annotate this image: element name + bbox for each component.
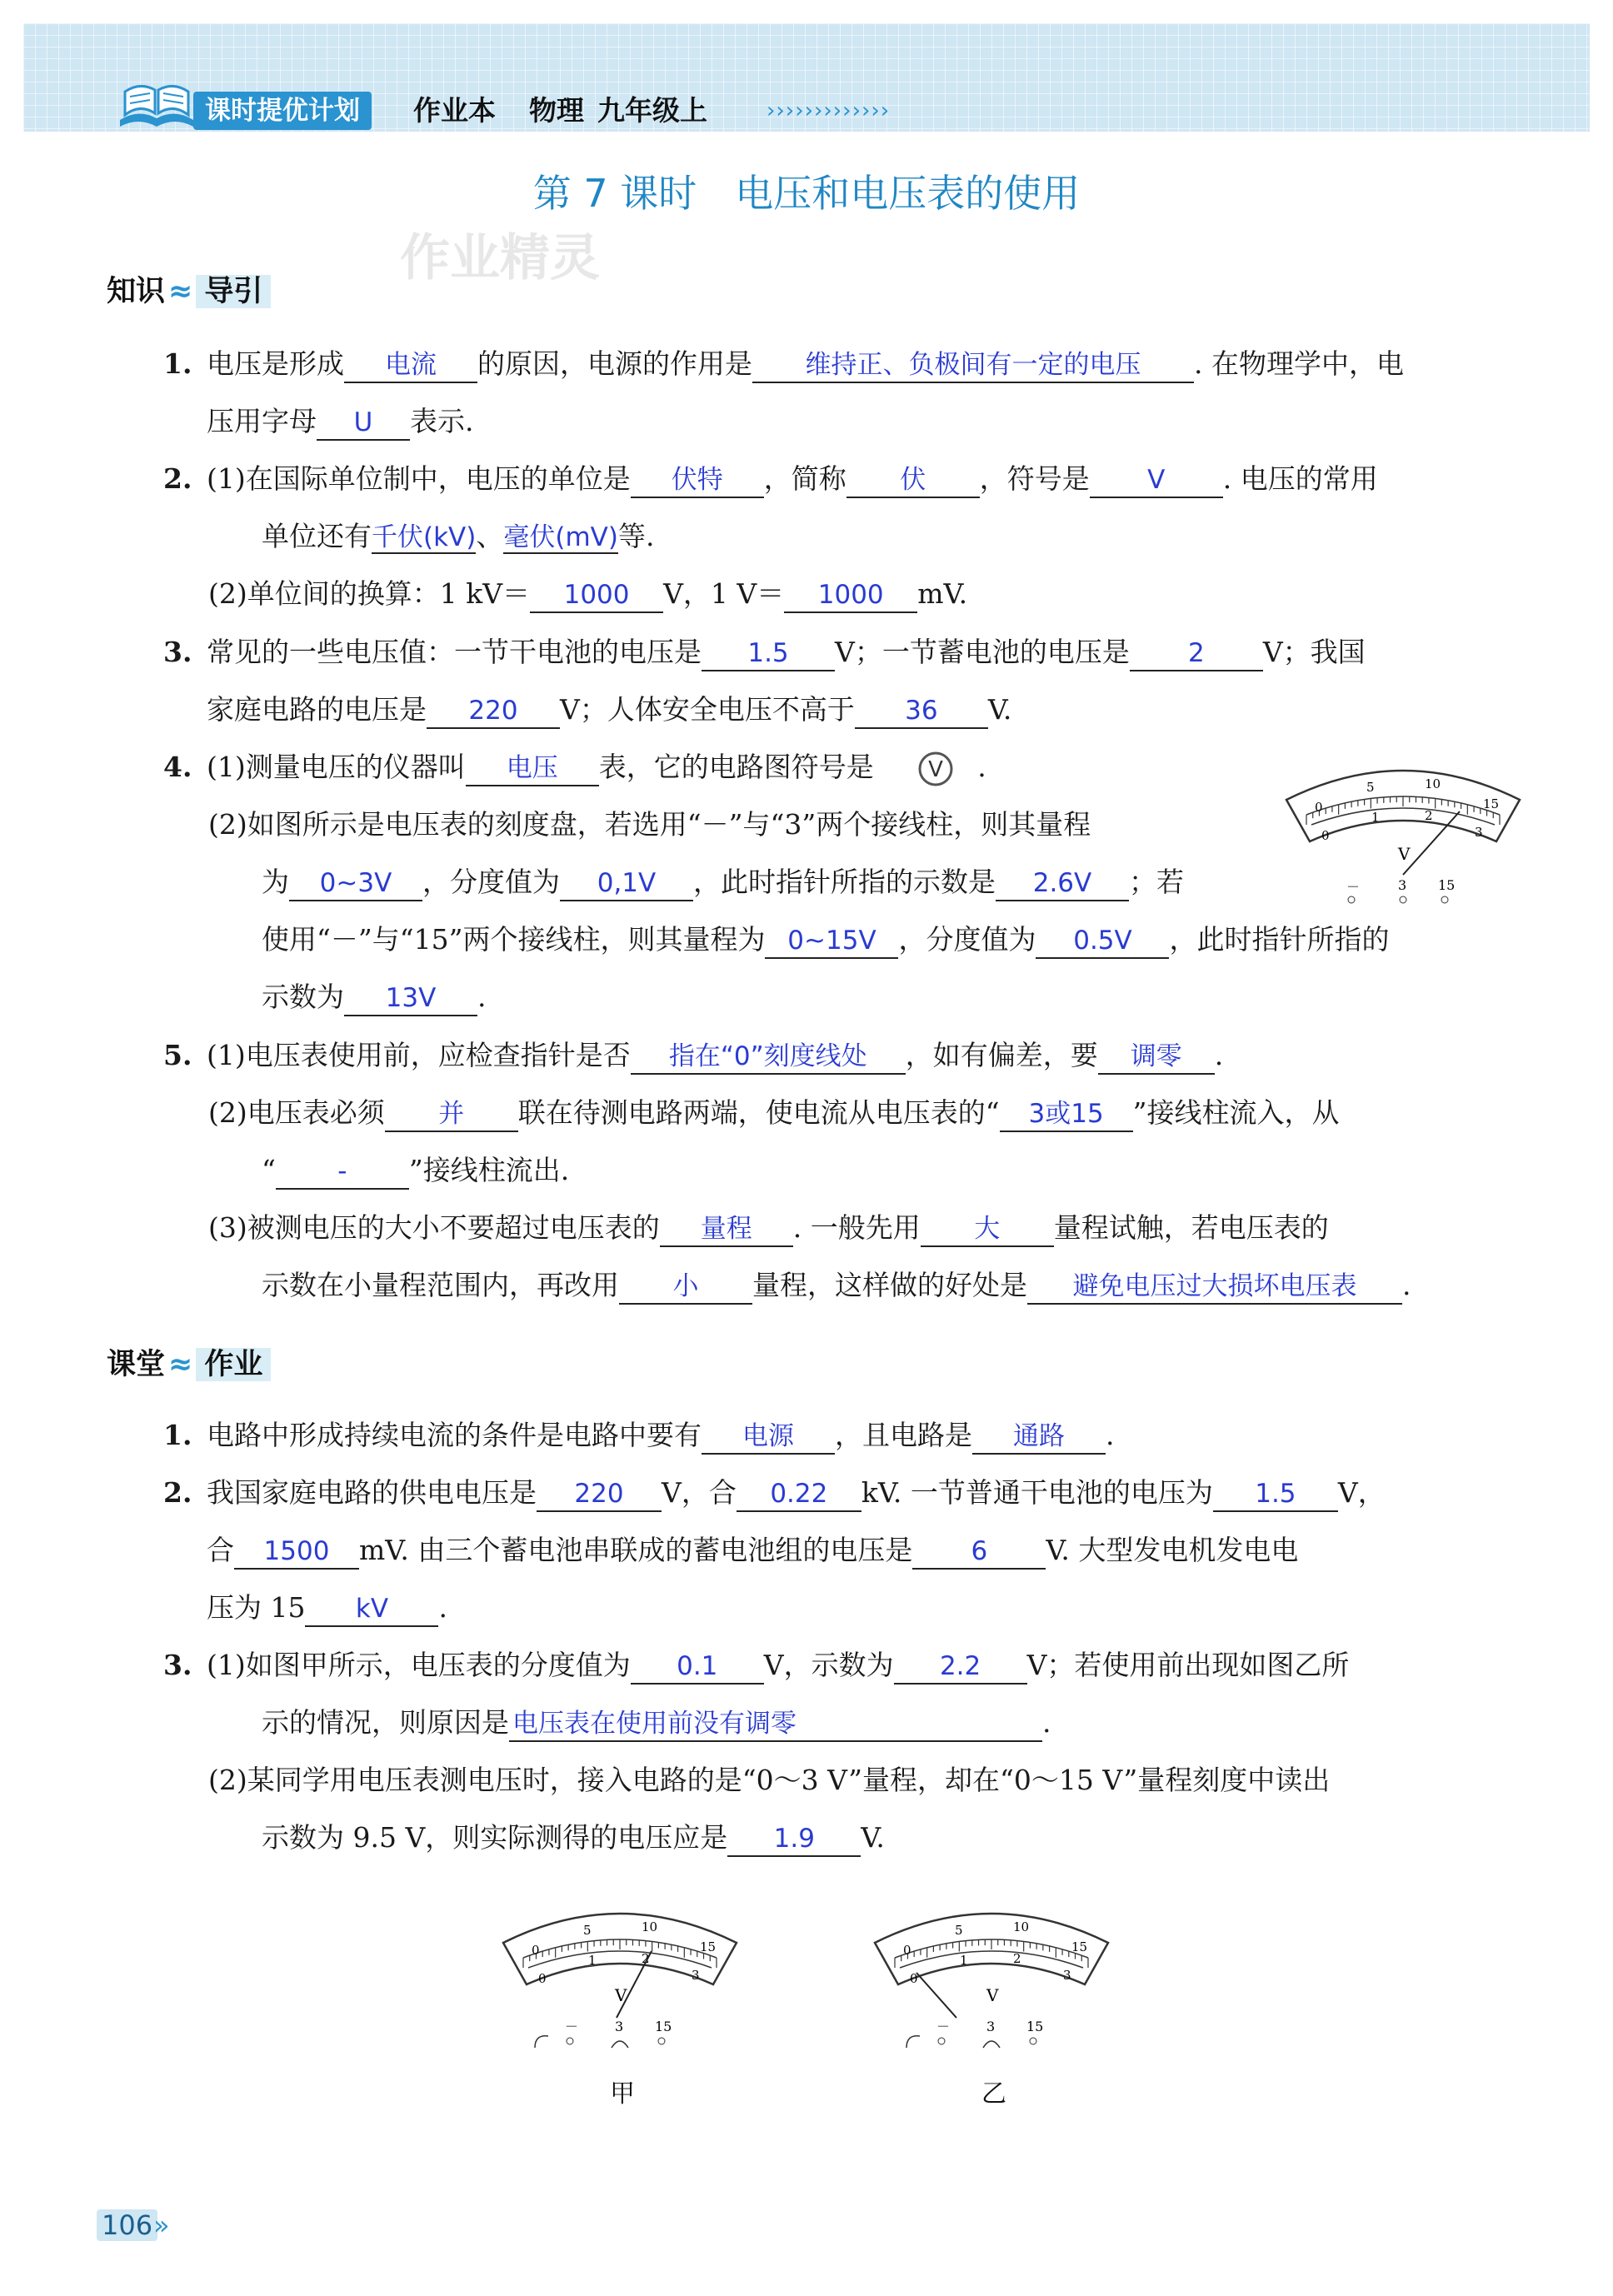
answer-blank: 2.6V: [996, 866, 1129, 901]
tick-label: 5: [955, 1923, 963, 1938]
tick-label: 3: [692, 1968, 700, 1983]
text: ，分度值为: [898, 923, 1036, 956]
tick-label: 0: [903, 1943, 911, 1958]
text: 量程，这样做的好处是: [752, 1269, 1027, 1301]
h3-line1: [163, 1646, 1349, 1685]
q5-line4: [208, 1209, 1329, 1247]
q4-line4: [262, 921, 1389, 959]
q2-line2: [262, 517, 654, 557]
answer-blank: -: [276, 1155, 409, 1190]
answer-blank: 维持正、负极间有一定的电压: [752, 348, 1194, 383]
text: 示数为: [262, 981, 344, 1013]
answer-blank: 千伏(kV): [372, 522, 477, 552]
q3-number: 3.: [163, 636, 192, 668]
header-arrows: ›››››››››››››: [767, 98, 891, 123]
terminal-label: 15: [1438, 877, 1456, 893]
q4-line3: [262, 863, 1184, 901]
tick-label: 2: [642, 1951, 650, 1966]
text: V；人体安全电压不高于: [560, 693, 855, 726]
answer-blank: 0.5V: [1036, 924, 1169, 959]
tick-label: 10: [1425, 776, 1441, 791]
voltmeter-dial-svg: [866, 1893, 1116, 2051]
answer-blank: 毫伏(mV): [503, 522, 618, 552]
section-head-knowledge: [107, 268, 271, 310]
text: . 电压的常用: [1222, 462, 1378, 495]
answer-blank: 1.5: [702, 636, 835, 671]
text: mV.: [917, 577, 968, 610]
answer-blank: 量程: [660, 1212, 793, 1247]
text: 常见的一些电压值：一节干电池的电压是: [207, 636, 702, 668]
answer-blank: 电压表在使用前没有调零: [509, 1707, 1042, 1742]
q5-line5: [262, 1266, 1411, 1305]
text: ，且电路是: [835, 1419, 972, 1451]
text: 电路中形成持续电流的条件是电路中要有: [207, 1419, 702, 1451]
section-head-b: 导引: [196, 275, 271, 308]
terminal-label: 15: [1026, 2019, 1044, 2034]
text: ，简称: [763, 462, 846, 495]
text: 压用字母: [207, 405, 317, 437]
voltmeter-dial-yi: [866, 1893, 1116, 2054]
tick-label: 15: [1071, 1939, 1088, 1954]
text: 单位还有: [262, 520, 372, 552]
tick-label: 2: [1013, 1951, 1021, 1966]
text: (1)电压表使用前，应检查指针是否: [207, 1039, 631, 1071]
text: V.: [987, 693, 1012, 726]
h3-line3: [208, 1761, 1330, 1799]
text: V，: [1337, 1476, 1386, 1509]
subject: 物理: [529, 94, 584, 127]
text: 示数为 9.5 V，则实际测得的电压应是: [262, 1821, 728, 1854]
text: ，此时指针所指的示数是: [693, 866, 996, 898]
figure-label-jia: 甲: [610, 2079, 635, 2109]
book-type: 作业本: [413, 94, 496, 127]
page-number: 106: [97, 2209, 157, 2241]
answer-blank: U: [317, 406, 410, 441]
h2-line2: [207, 1531, 1298, 1570]
text: .: [977, 751, 986, 783]
terminal-label: －: [936, 2019, 951, 2034]
h1-line1: [163, 1416, 1115, 1455]
answer-blank: 1500: [234, 1535, 359, 1570]
text: (1)如图甲所示，电压表的分度值为: [207, 1649, 631, 1681]
answer-blank: 并: [385, 1097, 518, 1132]
answer-blank: 电源: [702, 1420, 835, 1455]
meter-needle: [617, 1951, 652, 2018]
text: 压为 15: [207, 1591, 306, 1624]
brand-title: 课时提优计划: [193, 92, 372, 130]
text: 、: [476, 520, 504, 552]
q1-line2: [207, 402, 474, 441]
h3-line2: [262, 1704, 1051, 1742]
answer-blank: 2: [1130, 636, 1263, 671]
text: 电压是形成: [207, 347, 344, 380]
answer-blank: 6: [912, 1535, 1046, 1570]
q3-line1: [163, 633, 1366, 671]
text: 家庭电路的电压是: [207, 693, 427, 726]
answer-blank: 2.2: [894, 1650, 1027, 1685]
h2-line1: [163, 1474, 1386, 1512]
q5-line2: [208, 1094, 1340, 1132]
answer-blank: 3或15: [1000, 1097, 1133, 1132]
voltmeter-dial-svg: [495, 1893, 745, 2051]
text: (3)被测电压的大小不要超过电压表的: [208, 1211, 660, 1244]
answer-blank: 220: [427, 694, 560, 729]
answer-blank: 小: [619, 1270, 752, 1305]
answer-blank: kV: [305, 1592, 438, 1627]
section-head-a: 课堂: [107, 1348, 166, 1381]
tick-label: 2: [1425, 808, 1433, 823]
text: “: [262, 1154, 276, 1186]
q1-number: 1.: [163, 347, 192, 380]
tick-label: 0: [538, 1971, 547, 1986]
meter-needle: [916, 1973, 956, 2018]
q4-number: 4.: [163, 751, 192, 783]
answer-blank: 1.5: [1213, 1477, 1338, 1512]
tick-label: 5: [1366, 780, 1375, 795]
q1-line1: [163, 345, 1404, 383]
answer-blank: 0~15V: [765, 924, 898, 959]
text: mV. 由三个蓄电池串联成的蓄电池组的电压是: [359, 1534, 913, 1566]
text: V，示数为: [763, 1649, 894, 1681]
text: 合: [207, 1534, 234, 1566]
terminal-label: －: [1346, 879, 1361, 895]
text: ，符号是: [979, 462, 1090, 495]
tick-label: 1: [960, 1953, 968, 1968]
voltmeter-dial-q4: [1278, 750, 1528, 911]
text: .: [1214, 1039, 1224, 1071]
q4-line1: [163, 748, 986, 788]
voltmeter-dial-svg: [1278, 750, 1528, 908]
q5-line3: [262, 1151, 569, 1190]
text: 我国家庭电路的供电电压是: [207, 1476, 537, 1509]
tick-label: 1: [588, 1953, 597, 1968]
answer-blank: 伏特: [631, 463, 764, 498]
text: V，1 V＝: [663, 577, 785, 610]
text: 联在待测电路两端，使电流从电压表的“: [517, 1096, 1000, 1129]
meter-unit: V: [986, 1985, 999, 2005]
wave-icon: ≈: [168, 275, 193, 308]
answer-blank: 1000: [784, 578, 917, 613]
text: .: [477, 981, 487, 1013]
terminal-label: 3: [1398, 877, 1407, 893]
text: 为: [262, 866, 289, 898]
text: V；若使用前出现如图乙所: [1026, 1649, 1350, 1681]
answer-blank: 13V: [344, 981, 477, 1016]
tick-label: 3: [1475, 825, 1483, 840]
text: ，分度值为: [422, 866, 560, 898]
text: 的原因，电源的作用是: [477, 347, 752, 380]
terminal-label: 15: [655, 2019, 672, 2034]
text: .: [1106, 1419, 1115, 1451]
answer-blank: 调零: [1098, 1040, 1215, 1075]
answer-blank: 指在“0”刻度线处: [631, 1040, 906, 1075]
text: 示数在小量程范围内，再改用: [262, 1269, 619, 1301]
tick-label: 0: [532, 1943, 540, 1958]
text: V；我国: [1262, 636, 1366, 668]
q5-line1: [163, 1036, 1223, 1075]
tick-label: 3: [1063, 1968, 1071, 1983]
q2-number: 2.: [163, 462, 192, 495]
wave-icon: ≈: [168, 1348, 193, 1381]
section-head-b: 作业: [196, 1348, 271, 1381]
text: (1)测量电压的仪器叫: [207, 751, 466, 783]
answer-blank: 电流: [344, 348, 477, 383]
text: (2)如图所示是电压表的刻度盘，若选用“－”与“3”两个接线柱，则其量程: [208, 808, 1091, 841]
text: . 一般先用: [792, 1211, 921, 1244]
answer-blank: V: [1090, 463, 1223, 498]
h2-number: 2.: [163, 1476, 192, 1509]
answer-blank: 0.1: [631, 1650, 764, 1685]
answer-blank: 通路: [972, 1420, 1106, 1455]
text: 表，它的电路图符号是: [598, 751, 874, 783]
tick-label: 0: [1315, 800, 1323, 815]
text: 使用“－”与“15”两个接线柱，则其量程为: [262, 923, 766, 956]
answer-blank: 伏: [846, 463, 980, 498]
section-head-homework: [107, 1341, 271, 1383]
text: V. 大型发电机发电电: [1046, 1534, 1299, 1566]
text: ，此时指针所指的: [1169, 923, 1390, 956]
voltmeter-dial-jia: [495, 1893, 745, 2054]
watermark: 作业精灵: [400, 229, 600, 287]
answer-blank: 大: [921, 1212, 1054, 1247]
h2-line3: [207, 1589, 447, 1627]
text: ”接线柱流出.: [408, 1154, 570, 1186]
answer-blank: 1000: [530, 578, 663, 613]
terminal-label: 3: [986, 2019, 996, 2034]
tick-label: 15: [1483, 796, 1500, 811]
voltmeter-symbol-icon: [911, 750, 961, 788]
q4-line2: [208, 806, 1091, 844]
q2-line1: [163, 460, 1378, 498]
meter-unit: V: [615, 1985, 627, 2005]
h1-number: 1.: [163, 1419, 192, 1451]
answer-blank: 0~3V: [289, 866, 422, 901]
terminal-label: 3: [615, 2019, 624, 2034]
text: 量程试触，若电压表的: [1053, 1211, 1329, 1244]
q4-line5: [262, 978, 487, 1016]
text: 示的情况，则原因是: [262, 1706, 509, 1739]
h3-line4: [262, 1819, 885, 1857]
text: V，合: [662, 1476, 737, 1509]
terminal-label: －: [565, 2019, 579, 2034]
q3-line2: [207, 691, 1011, 729]
answer-blank: 36: [855, 694, 988, 729]
text: .: [438, 1591, 447, 1624]
page-title: 第 7 课时 电压和电压表的使用: [532, 171, 1081, 216]
answer-blank: 避免电压过大损坏电压表: [1027, 1270, 1402, 1305]
h3-number: 3.: [163, 1649, 192, 1681]
text: .: [1042, 1706, 1051, 1739]
text: . 在物理学中，电: [1194, 347, 1404, 380]
grade: 九年级上: [597, 94, 707, 127]
header-subtitle: [413, 92, 741, 130]
text: (2)电压表必须: [208, 1096, 385, 1129]
text: .: [1402, 1269, 1411, 1301]
answer-blank: 220: [537, 1477, 662, 1512]
tick-label: 1: [1371, 810, 1380, 825]
page-number-arrow-icon: »: [153, 2209, 170, 2241]
tick-label: 10: [642, 1919, 658, 1934]
section-head-a: 知识: [107, 275, 166, 308]
text: ”接线柱流入，从: [1132, 1096, 1340, 1129]
answer-blank: 1.9: [727, 1822, 861, 1857]
answer-blank: 0.22: [737, 1477, 861, 1512]
tick-label: 5: [583, 1923, 592, 1938]
voltmeter-symbol-label: V: [928, 757, 944, 782]
answer-blank: 0,1V: [560, 866, 693, 901]
meter-unit: V: [1398, 844, 1411, 864]
tick-label: 0: [1321, 828, 1330, 843]
text: (1)在国际单位制中，电压的单位是: [207, 462, 631, 495]
text: 等.: [617, 520, 655, 552]
q2-line3: [208, 575, 967, 613]
figure-label-yi: 乙: [981, 2079, 1006, 2109]
text: (2)单位间的换算：1 kV＝: [208, 577, 531, 610]
answer-blank: 电压: [466, 751, 599, 786]
book-icon: [117, 80, 197, 133]
text: V.: [861, 1821, 885, 1854]
text: kV. 一节普通干电池的电压为: [861, 1476, 1213, 1509]
text: V；一节蓄电池的电压是: [835, 636, 1130, 668]
tick-label: 10: [1013, 1919, 1030, 1934]
tick-label: 0: [910, 1971, 918, 1986]
tick-label: 15: [700, 1939, 717, 1954]
text: ；若: [1129, 866, 1184, 898]
text: (2)某同学用电压表测电压时，接入电路的是“0～3 V”量程，却在“0～15 V”量程刻度中读出: [208, 1764, 1331, 1796]
text: ，如有偏差，要: [905, 1039, 1098, 1071]
text: 表示.: [410, 405, 474, 437]
q5-number: 5.: [163, 1039, 192, 1071]
